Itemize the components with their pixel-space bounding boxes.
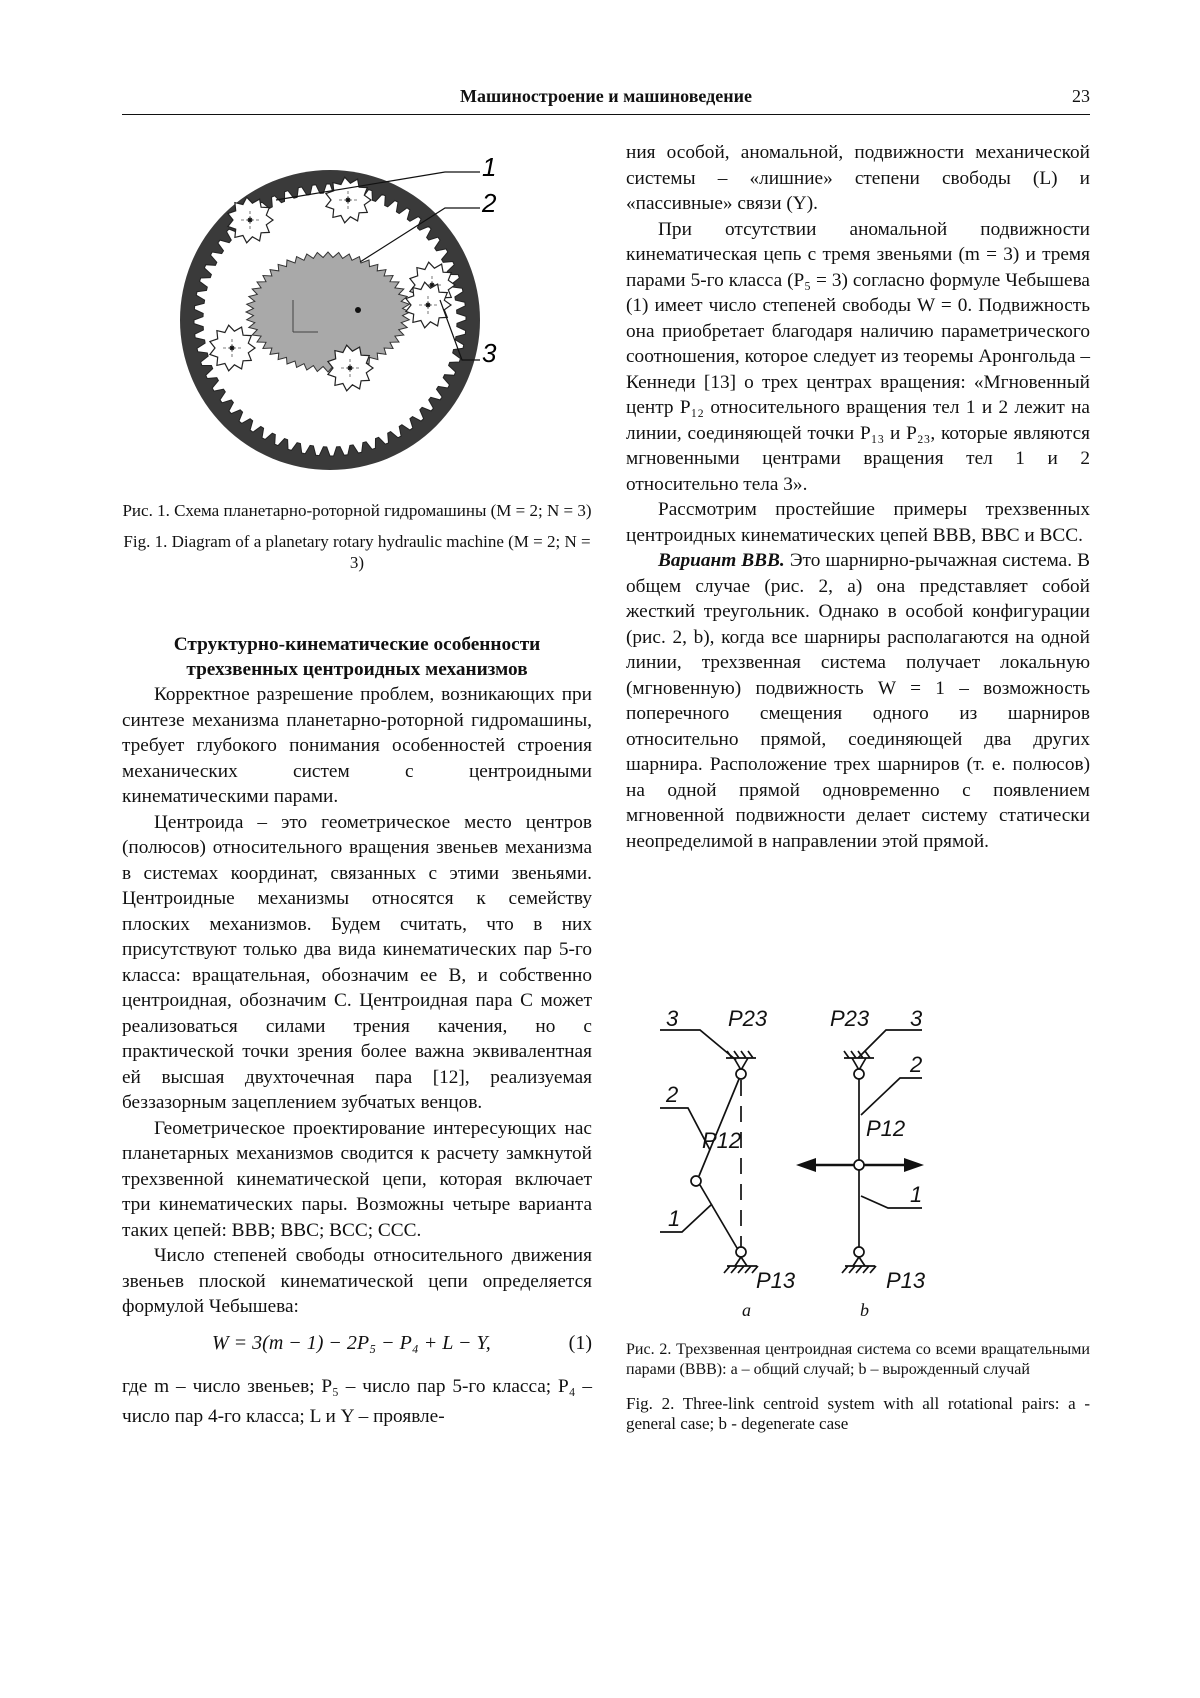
fig2-a-link-1 bbox=[700, 1185, 737, 1248]
fig2-b-ground-bottom bbox=[842, 1266, 876, 1273]
running-header bbox=[122, 86, 1090, 115]
equation-text: W = 3(m − 1) − 2P₅ − P₄ + L − Y, bbox=[212, 1331, 491, 1354]
fig1-label-2: 2 bbox=[482, 188, 497, 218]
fig2-a-joint-p12 bbox=[691, 1176, 701, 1186]
figure-2 bbox=[660, 1000, 1030, 1300]
variant-label: Вариант BBB. bbox=[658, 550, 785, 571]
fig2-a-label-1: 1 bbox=[668, 1206, 681, 1231]
fig2-b-label-3: 3 bbox=[910, 1006, 923, 1031]
right-column bbox=[626, 140, 1090, 854]
fig1-label-3: 3 bbox=[482, 338, 497, 368]
fig2-b-joint-p23 bbox=[854, 1069, 864, 1079]
journal-section-title: Машиностроение и машиноведение bbox=[459, 86, 752, 106]
fig1-captions bbox=[122, 500, 592, 573]
equation-1 bbox=[122, 1332, 592, 1364]
fig2-a-label-2: 2 bbox=[666, 1082, 679, 1107]
fig2-b-label-p13: P13 bbox=[886, 1268, 926, 1293]
fig2-sublabel-a: a bbox=[742, 1300, 751, 1320]
fig2-b-label-p23: P23 bbox=[830, 1006, 870, 1031]
paragraph: Рассмотрим простейшие примеры трехзвенных центроидных кинематических цепей BBB, BBC и BCC. bbox=[626, 499, 1090, 546]
paragraph: Центроида – это геометрическое место центров (полюсов) относительного вращения звеньев механизма в системах координат, связанных с этими звеньями. Центроидные механизмы относятся к семейству плоских механизмов. Будем считать, что в них присутствуют только два вида кинематических пар 5-го класса: вращательная, обозначим ее B, и собственно центроидная, обозначим C. Центроидная пара C может реализоваться силами трения качения, но с практической точки зрения более важна эквивалентная ей высшая двухточечная пара [12], реализуемая беззазорным зацеплением зубчатых венцов. bbox=[122, 811, 592, 1113]
fig2-a-joint-p23 bbox=[736, 1069, 746, 1079]
paragraph: При отсутствии аномальной подвижности кинематическая цепь с тремя звеньями (m = 3) и тремя парами 5-го класса (P₅ = 3) согласно формуле Чебышева (1) имеет число степеней свободы W = 0. Подвижность она приобретает благодаря наличию параметрического соотношения, которое следует из теоремы Аронгольда – Кеннеди [13] о трех центрах вращения: «Мгновенный центр P₁₂ относительного вращения тел 1 и 2 лежит на линии, соединяющей точки P₁₃ и P₂₃, которые являются мгновенными центрами вращения тел 1 и 2 относительно тела 3». bbox=[626, 218, 1090, 495]
fig2-a-label-p23: P23 bbox=[728, 1006, 768, 1031]
fig2-a-joint-p13 bbox=[736, 1247, 746, 1257]
fig1-label-1: 1 bbox=[482, 152, 497, 182]
fig2-b-label-2: 2 bbox=[910, 1052, 923, 1077]
paragraph: где m – число звеньев; P₅ – число пар 5-го класса; P₄ – число пар 4-го класса; L и Y – проявле- bbox=[122, 1375, 592, 1427]
fig1-caption-ru: Рис. 1. Схема планетарно-роторной гидромашины (M = 2; N = 3) bbox=[122, 501, 592, 520]
fig2-caption-ru: Рис. 2. Трехзвенная центроидная система со всеми вращательными парами (BBB): a – общий случай; b – вырожденный случай bbox=[626, 1341, 1090, 1378]
fig2-b-label-p12: P12 bbox=[866, 1116, 906, 1141]
paragraph: ния особой, аномальной, подвижности механической системы – «лишние» степени свободы (L) и «пассивные» связи (Y). bbox=[626, 142, 1090, 214]
fig2-b-label-1: 1 bbox=[910, 1182, 923, 1207]
fig2-a-leader-3 bbox=[660, 1030, 736, 1060]
fig2-caption-en: Fig. 2. Three-link centroid system with all rotational pairs: a - general case; b - degenerate case bbox=[626, 1394, 1090, 1433]
fig2-a-label-3: 3 bbox=[666, 1006, 679, 1031]
fig2-sublabel-b: b bbox=[860, 1300, 869, 1320]
figure-1-planetary-machine bbox=[180, 150, 570, 490]
page-number: 23 bbox=[1072, 86, 1090, 106]
fig2-a-ground-bottom bbox=[724, 1266, 758, 1273]
fig2-captions bbox=[626, 1340, 1090, 1434]
paragraph bbox=[626, 548, 1090, 854]
left-column bbox=[122, 632, 592, 1432]
section-title: Структурно-кинематические особенности трехзвенных центроидных механизмов bbox=[173, 634, 541, 680]
variant-text: Это шарнирно-рычажная система. В общем случае (рис. 2, a) она представляет собой жесткий треугольник. Однако в особой конфигурации (рис. 2, b), когда все шарниры располагаются на одной линии, трехзвенная система получает локальную (мгновенную) подвижность W = 1 – возможность поперечного смещения одного из шарниров относительно прямой, соединяющей два других шарнира. Расположение трех шарниров (т. е. полюсов) на одной прямой одновременно с появлением мгновенной подвижности делает систему статически неопределимой в направлении этой прямой. bbox=[626, 550, 1091, 852]
fig2-b-joint-p13 bbox=[854, 1247, 864, 1257]
equation-number: (1) bbox=[568, 1331, 592, 1354]
fig2-a-label-p12: P12 bbox=[702, 1128, 742, 1153]
fig2-b-joint-p12 bbox=[854, 1160, 864, 1170]
fig2-a-ground-top bbox=[726, 1051, 756, 1058]
paragraph: Геометрическое проектирование интересующих нас планетарных механизмов сводится к расчету замкнутой трехзвенной кинематической цепи, которая включает три кинематических пары. Возможны четыре варианта таких цепей: BBB; BBC; BCC; CCC. bbox=[122, 1117, 592, 1241]
paragraph: Число степеней свободы относительного движения звеньев плоской кинематической цепи определяется формулой Чебышева: bbox=[122, 1245, 592, 1317]
fig2-b-leader-2 bbox=[861, 1078, 922, 1115]
paragraph: Корректное разрешение проблем, возникающих при синтезе механизма планетарно-роторной гидромашины, требует глубокого понимания особенностей строения механических систем с центроидными кинематическими парами. bbox=[122, 684, 592, 807]
fig2-a-label-p13: P13 bbox=[756, 1268, 796, 1293]
elliptic-rotor bbox=[246, 252, 410, 372]
fig1-caption-en: Fig. 1. Diagram of a planetary rotary hydraulic machine (M = 2; N = 3) bbox=[123, 532, 591, 572]
